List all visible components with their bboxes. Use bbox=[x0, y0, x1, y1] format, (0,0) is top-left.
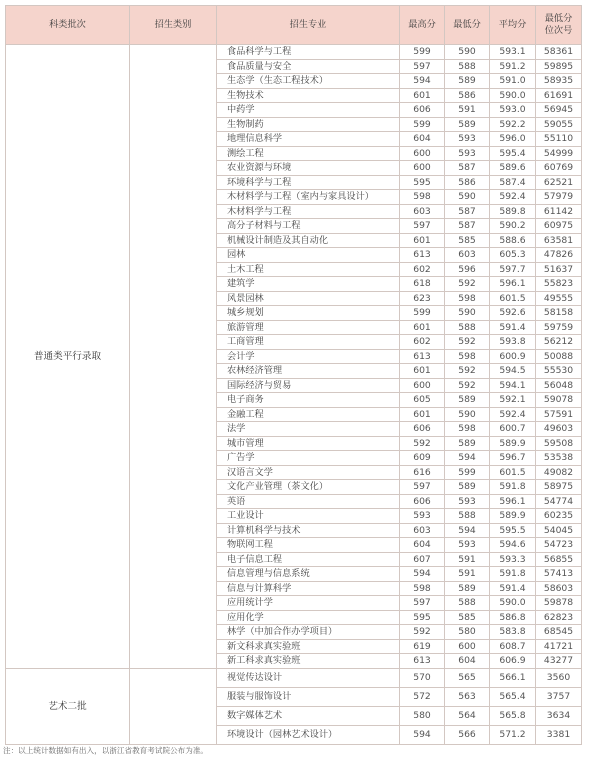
max-score-cell: 592 bbox=[400, 436, 445, 451]
min-score-cell: 593 bbox=[445, 132, 490, 147]
avg-score-cell: 593.3 bbox=[490, 552, 536, 567]
major-name-cell: 物联网工程 bbox=[217, 538, 400, 553]
major-name-cell: 生物制药 bbox=[217, 117, 400, 132]
min-score-cell: 590 bbox=[445, 306, 490, 321]
avg-score-cell: 591.8 bbox=[490, 480, 536, 495]
rank-score-cell: 56048 bbox=[536, 378, 582, 393]
max-score-cell: 606 bbox=[400, 422, 445, 437]
avg-score-cell: 592.4 bbox=[490, 407, 536, 422]
max-score-cell: 606 bbox=[400, 103, 445, 118]
avg-score-cell: 589.8 bbox=[490, 204, 536, 219]
rank-score-cell: 62521 bbox=[536, 175, 582, 190]
avg-score-cell: 608.7 bbox=[490, 639, 536, 654]
max-score-cell: 594 bbox=[400, 725, 445, 744]
header-min-score: 最低分 bbox=[445, 6, 490, 45]
rank-score-cell: 59055 bbox=[536, 117, 582, 132]
rank-score-cell: 51637 bbox=[536, 262, 582, 277]
rank-score-cell: 57979 bbox=[536, 190, 582, 205]
avg-score-cell: 591.0 bbox=[490, 74, 536, 89]
max-score-cell: 613 bbox=[400, 349, 445, 364]
avg-score-cell: 600.9 bbox=[490, 349, 536, 364]
max-score-cell: 594 bbox=[400, 74, 445, 89]
major-name-cell: 新工科求真实验班 bbox=[217, 654, 400, 669]
rank-score-cell: 54999 bbox=[536, 146, 582, 161]
max-score-cell: 601 bbox=[400, 88, 445, 103]
rank-score-cell: 59759 bbox=[536, 320, 582, 335]
avg-score-cell: 590.2 bbox=[490, 219, 536, 234]
max-score-cell: 601 bbox=[400, 320, 445, 335]
header-category: 招生类别 bbox=[130, 6, 217, 45]
max-score-cell: 597 bbox=[400, 596, 445, 611]
min-score-cell: 598 bbox=[445, 349, 490, 364]
major-name-cell: 信息与计算科学 bbox=[217, 581, 400, 596]
major-name-cell: 环境科学与工程 bbox=[217, 175, 400, 190]
rank-score-cell: 57413 bbox=[536, 567, 582, 582]
max-score-cell: 594 bbox=[400, 567, 445, 582]
major-name-cell: 风景园林 bbox=[217, 291, 400, 306]
min-score-cell: 588 bbox=[445, 59, 490, 74]
major-name-cell: 城市管理 bbox=[217, 436, 400, 451]
max-score-cell: 570 bbox=[400, 668, 445, 687]
min-score-cell: 589 bbox=[445, 581, 490, 596]
major-name-cell: 食品质量与安全 bbox=[217, 59, 400, 74]
avg-score-cell: 601.5 bbox=[490, 291, 536, 306]
avg-score-cell: 601.5 bbox=[490, 465, 536, 480]
min-score-cell: 592 bbox=[445, 378, 490, 393]
min-score-cell: 566 bbox=[445, 725, 490, 744]
max-score-cell: 609 bbox=[400, 451, 445, 466]
min-score-cell: 589 bbox=[445, 117, 490, 132]
min-score-cell: 592 bbox=[445, 277, 490, 292]
min-score-cell: 588 bbox=[445, 596, 490, 611]
avg-score-cell: 592.4 bbox=[490, 190, 536, 205]
rank-score-cell: 53538 bbox=[536, 451, 582, 466]
min-score-cell: 600 bbox=[445, 639, 490, 654]
min-score-cell: 587 bbox=[445, 204, 490, 219]
rank-score-cell: 49082 bbox=[536, 465, 582, 480]
major-name-cell: 林学（中加合作办学项目） bbox=[217, 625, 400, 640]
avg-score-cell: 600.7 bbox=[490, 422, 536, 437]
min-score-cell: 563 bbox=[445, 687, 490, 706]
major-name-cell: 工商管理 bbox=[217, 335, 400, 350]
rank-score-cell: 62823 bbox=[536, 610, 582, 625]
avg-score-cell: 591.2 bbox=[490, 59, 536, 74]
table-row bbox=[6, 668, 582, 687]
category-cell bbox=[130, 668, 217, 744]
avg-score-cell: 589.6 bbox=[490, 161, 536, 176]
major-name-cell: 土木工程 bbox=[217, 262, 400, 277]
major-name-cell: 文化产业管理（茶文化） bbox=[217, 480, 400, 495]
rank-score-cell: 54045 bbox=[536, 523, 582, 538]
min-score-cell: 565 bbox=[445, 668, 490, 687]
min-score-cell: 598 bbox=[445, 422, 490, 437]
min-score-cell: 587 bbox=[445, 161, 490, 176]
min-score-cell: 586 bbox=[445, 175, 490, 190]
rank-score-cell: 56855 bbox=[536, 552, 582, 567]
rank-score-cell: 60769 bbox=[536, 161, 582, 176]
max-score-cell: 604 bbox=[400, 132, 445, 147]
max-score-cell: 602 bbox=[400, 262, 445, 277]
major-name-cell: 英语 bbox=[217, 494, 400, 509]
avg-score-cell: 596.7 bbox=[490, 451, 536, 466]
max-score-cell: 593 bbox=[400, 509, 445, 524]
rank-score-cell: 58935 bbox=[536, 74, 582, 89]
rank-score-cell: 58603 bbox=[536, 581, 582, 596]
avg-score-cell: 571.2 bbox=[490, 725, 536, 744]
admission-score-table bbox=[5, 5, 582, 745]
major-name-cell: 数字媒体艺术 bbox=[217, 706, 400, 725]
major-name-cell: 园林 bbox=[217, 248, 400, 263]
max-score-cell: 613 bbox=[400, 248, 445, 263]
major-name-cell: 广告学 bbox=[217, 451, 400, 466]
avg-score-cell: 595.5 bbox=[490, 523, 536, 538]
major-name-cell: 生物技术 bbox=[217, 88, 400, 103]
max-score-cell: 600 bbox=[400, 378, 445, 393]
min-score-cell: 591 bbox=[445, 552, 490, 567]
footnote: 注：以上统计数据如有出入，以浙江省教育考试院公布为准。 bbox=[3, 746, 209, 755]
avg-score-cell: 590.0 bbox=[490, 596, 536, 611]
max-score-cell: 613 bbox=[400, 654, 445, 669]
max-score-cell: 601 bbox=[400, 364, 445, 379]
major-name-cell: 建筑学 bbox=[217, 277, 400, 292]
min-score-cell: 598 bbox=[445, 291, 490, 306]
max-score-cell: 598 bbox=[400, 190, 445, 205]
major-name-cell: 机械设计制造及其自动化 bbox=[217, 233, 400, 248]
header-avg-score: 平均分 bbox=[490, 6, 536, 45]
avg-score-cell: 591.4 bbox=[490, 581, 536, 596]
major-name-cell: 木材料学与工程 bbox=[217, 204, 400, 219]
major-name-cell: 电子商务 bbox=[217, 393, 400, 408]
major-name-cell: 中药学 bbox=[217, 103, 400, 118]
major-name-cell: 工业设计 bbox=[217, 509, 400, 524]
min-score-cell: 591 bbox=[445, 103, 490, 118]
major-name-cell: 地理信息科学 bbox=[217, 132, 400, 147]
rank-score-cell: 55530 bbox=[536, 364, 582, 379]
major-name-cell: 电子信息工程 bbox=[217, 552, 400, 567]
avg-score-cell: 594.6 bbox=[490, 538, 536, 553]
major-name-cell: 测绘工程 bbox=[217, 146, 400, 161]
rank-score-cell: 60975 bbox=[536, 219, 582, 234]
header-min-rank bbox=[536, 6, 582, 45]
major-name-cell: 会计学 bbox=[217, 349, 400, 364]
major-name-cell: 农林经济管理 bbox=[217, 364, 400, 379]
max-score-cell: 604 bbox=[400, 538, 445, 553]
rank-score-cell: 3634 bbox=[536, 706, 582, 725]
major-name-cell: 国际经济与贸易 bbox=[217, 378, 400, 393]
min-score-cell: 593 bbox=[445, 146, 490, 161]
avg-score-cell: 593.1 bbox=[490, 45, 536, 60]
major-name-cell: 计算机科学与技术 bbox=[217, 523, 400, 538]
max-score-cell: 597 bbox=[400, 219, 445, 234]
avg-score-cell: 590.0 bbox=[490, 88, 536, 103]
max-score-cell: 572 bbox=[400, 687, 445, 706]
avg-score-cell: 592.1 bbox=[490, 393, 536, 408]
min-score-cell: 589 bbox=[445, 436, 490, 451]
min-score-cell: 599 bbox=[445, 465, 490, 480]
header-major: 招生专业 bbox=[217, 6, 400, 45]
avg-score-cell: 592.2 bbox=[490, 117, 536, 132]
max-score-cell: 595 bbox=[400, 175, 445, 190]
rank-score-cell: 56212 bbox=[536, 335, 582, 350]
avg-score-cell: 588.6 bbox=[490, 233, 536, 248]
min-score-cell: 588 bbox=[445, 509, 490, 524]
table-body bbox=[6, 45, 582, 745]
min-score-cell: 589 bbox=[445, 393, 490, 408]
max-score-cell: 600 bbox=[400, 161, 445, 176]
rank-score-cell: 59508 bbox=[536, 436, 582, 451]
min-score-cell: 585 bbox=[445, 233, 490, 248]
min-score-cell: 585 bbox=[445, 610, 490, 625]
avg-score-cell: 594.1 bbox=[490, 378, 536, 393]
avg-score-cell: 591.4 bbox=[490, 320, 536, 335]
avg-score-cell: 586.8 bbox=[490, 610, 536, 625]
min-score-cell: 564 bbox=[445, 706, 490, 725]
rank-score-cell: 49603 bbox=[536, 422, 582, 437]
avg-score-cell: 587.4 bbox=[490, 175, 536, 190]
min-score-cell: 589 bbox=[445, 74, 490, 89]
header-min-rank-line1: 最低分 bbox=[544, 13, 573, 24]
max-score-cell: 599 bbox=[400, 117, 445, 132]
rank-score-cell: 3560 bbox=[536, 668, 582, 687]
min-score-cell: 592 bbox=[445, 335, 490, 350]
header-batch: 科类批次 bbox=[6, 6, 130, 45]
min-score-cell: 586 bbox=[445, 88, 490, 103]
avg-score-cell: 596.0 bbox=[490, 132, 536, 147]
rank-score-cell: 50088 bbox=[536, 349, 582, 364]
major-name-cell: 旅游管理 bbox=[217, 320, 400, 335]
major-name-cell: 木材料学与工程（室内与家具设计） bbox=[217, 190, 400, 205]
avg-score-cell: 589.9 bbox=[490, 509, 536, 524]
max-score-cell: 595 bbox=[400, 610, 445, 625]
rank-score-cell: 58361 bbox=[536, 45, 582, 60]
avg-score-cell: 566.1 bbox=[490, 668, 536, 687]
major-name-cell: 新文科求真实验班 bbox=[217, 639, 400, 654]
rank-score-cell: 3757 bbox=[536, 687, 582, 706]
rank-score-cell: 55823 bbox=[536, 277, 582, 292]
category-cell bbox=[130, 45, 217, 669]
max-score-cell: 603 bbox=[400, 523, 445, 538]
min-score-cell: 592 bbox=[445, 364, 490, 379]
max-score-cell: 597 bbox=[400, 59, 445, 74]
rank-score-cell: 59878 bbox=[536, 596, 582, 611]
avg-score-cell: 593.8 bbox=[490, 335, 536, 350]
major-name-cell: 环境设计（园林艺术设计） bbox=[217, 725, 400, 744]
min-score-cell: 604 bbox=[445, 654, 490, 669]
batch-cell: 艺术二批 bbox=[6, 668, 130, 744]
rank-score-cell: 58975 bbox=[536, 480, 582, 495]
avg-score-cell: 592.6 bbox=[490, 306, 536, 321]
rank-score-cell: 47826 bbox=[536, 248, 582, 263]
min-score-cell: 590 bbox=[445, 45, 490, 60]
avg-score-cell: 591.8 bbox=[490, 567, 536, 582]
min-score-cell: 590 bbox=[445, 407, 490, 422]
max-score-cell: 597 bbox=[400, 480, 445, 495]
avg-score-cell: 589.9 bbox=[490, 436, 536, 451]
rank-score-cell: 61691 bbox=[536, 88, 582, 103]
min-score-cell: 594 bbox=[445, 523, 490, 538]
major-name-cell: 应用化学 bbox=[217, 610, 400, 625]
avg-score-cell: 596.1 bbox=[490, 494, 536, 509]
rank-score-cell: 3381 bbox=[536, 725, 582, 744]
major-name-cell: 农业资源与环境 bbox=[217, 161, 400, 176]
major-name-cell: 应用统计学 bbox=[217, 596, 400, 611]
rank-score-cell: 55110 bbox=[536, 132, 582, 147]
major-name-cell: 信息管理与信息系统 bbox=[217, 567, 400, 582]
max-score-cell: 607 bbox=[400, 552, 445, 567]
max-score-cell: 601 bbox=[400, 407, 445, 422]
rank-score-cell: 58158 bbox=[536, 306, 582, 321]
header-min-rank-line2: 位次号 bbox=[544, 25, 573, 36]
avg-score-cell: 593.0 bbox=[490, 103, 536, 118]
max-score-cell: 605 bbox=[400, 393, 445, 408]
rank-score-cell: 54774 bbox=[536, 494, 582, 509]
min-score-cell: 580 bbox=[445, 625, 490, 640]
max-score-cell: 616 bbox=[400, 465, 445, 480]
major-name-cell: 法学 bbox=[217, 422, 400, 437]
rank-score-cell: 60235 bbox=[536, 509, 582, 524]
major-name-cell: 金融工程 bbox=[217, 407, 400, 422]
avg-score-cell: 596.1 bbox=[490, 277, 536, 292]
avg-score-cell: 565.8 bbox=[490, 706, 536, 725]
max-score-cell: 603 bbox=[400, 204, 445, 219]
rank-score-cell: 54723 bbox=[536, 538, 582, 553]
major-name-cell: 视觉传达设计 bbox=[217, 668, 400, 687]
batch-cell: 普通类平行录取 bbox=[6, 45, 130, 669]
table-row bbox=[6, 45, 582, 60]
rank-score-cell: 57591 bbox=[536, 407, 582, 422]
max-score-cell: 618 bbox=[400, 277, 445, 292]
avg-score-cell: 583.8 bbox=[490, 625, 536, 640]
rank-score-cell: 41721 bbox=[536, 639, 582, 654]
rank-score-cell: 49555 bbox=[536, 291, 582, 306]
rank-score-cell: 59078 bbox=[536, 393, 582, 408]
avg-score-cell: 595.4 bbox=[490, 146, 536, 161]
rank-score-cell: 59895 bbox=[536, 59, 582, 74]
rank-score-cell: 56945 bbox=[536, 103, 582, 118]
min-score-cell: 596 bbox=[445, 262, 490, 277]
max-score-cell: 599 bbox=[400, 45, 445, 60]
avg-score-cell: 606.9 bbox=[490, 654, 536, 669]
max-score-cell: 623 bbox=[400, 291, 445, 306]
max-score-cell: 599 bbox=[400, 306, 445, 321]
admission-score-table-container bbox=[5, 5, 581, 745]
rank-score-cell: 43277 bbox=[536, 654, 582, 669]
avg-score-cell: 594.5 bbox=[490, 364, 536, 379]
major-name-cell: 高分子材料与工程 bbox=[217, 219, 400, 234]
max-score-cell: 592 bbox=[400, 625, 445, 640]
min-score-cell: 588 bbox=[445, 320, 490, 335]
max-score-cell: 598 bbox=[400, 581, 445, 596]
max-score-cell: 619 bbox=[400, 639, 445, 654]
avg-score-cell: 605.3 bbox=[490, 248, 536, 263]
rank-score-cell: 63581 bbox=[536, 233, 582, 248]
max-score-cell: 606 bbox=[400, 494, 445, 509]
min-score-cell: 593 bbox=[445, 494, 490, 509]
min-score-cell: 603 bbox=[445, 248, 490, 263]
avg-score-cell: 597.7 bbox=[490, 262, 536, 277]
major-name-cell: 生态学（生态工程技术） bbox=[217, 74, 400, 89]
major-name-cell: 汉语言文学 bbox=[217, 465, 400, 480]
max-score-cell: 601 bbox=[400, 233, 445, 248]
min-score-cell: 591 bbox=[445, 567, 490, 582]
rank-score-cell: 61142 bbox=[536, 204, 582, 219]
max-score-cell: 580 bbox=[400, 706, 445, 725]
rank-score-cell: 68545 bbox=[536, 625, 582, 640]
header-max-score: 最高分 bbox=[400, 6, 445, 45]
max-score-cell: 602 bbox=[400, 335, 445, 350]
min-score-cell: 594 bbox=[445, 451, 490, 466]
major-name-cell: 城乡规划 bbox=[217, 306, 400, 321]
avg-score-cell: 565.4 bbox=[490, 687, 536, 706]
min-score-cell: 589 bbox=[445, 480, 490, 495]
max-score-cell: 600 bbox=[400, 146, 445, 161]
header-row bbox=[6, 6, 582, 45]
major-name-cell: 服装与服饰设计 bbox=[217, 687, 400, 706]
min-score-cell: 593 bbox=[445, 538, 490, 553]
major-name-cell: 食品科学与工程 bbox=[217, 45, 400, 60]
min-score-cell: 590 bbox=[445, 190, 490, 205]
min-score-cell: 587 bbox=[445, 219, 490, 234]
